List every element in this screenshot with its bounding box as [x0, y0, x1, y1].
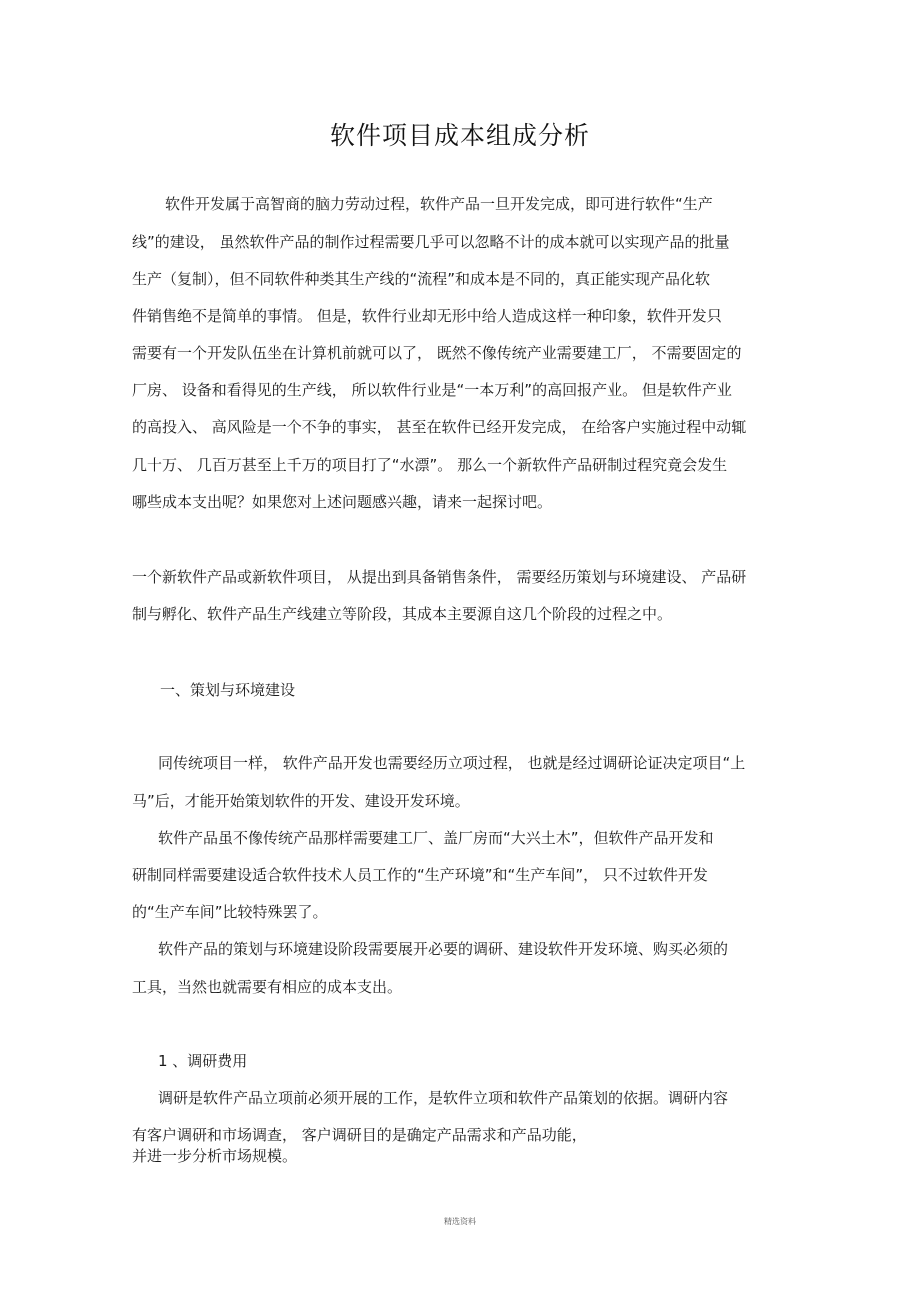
section1-line: 研制同样需要建设适合软件技术人员工作的“生产环境”和“生产车间”， 只不过软件开发	[132, 866, 708, 884]
intro-line: 件销售绝不是简单的事情。 但是，软件行业却无形中给人造成这样一种印象，软件开发只	[132, 307, 722, 325]
section-heading: 一、策划与环境建设	[160, 681, 296, 699]
intro-line: 厂房、 设备和看得见的生产线， 所以软件行业是“一本万利”的高回报产业。 但是软件产业	[132, 381, 732, 399]
subsection1-line: 有客户调研和市场调查， 客户调研目的是确定产品需求和产品功能，	[132, 1126, 587, 1144]
subsection1-line: 调研是软件产品立项前必须开展的工作，是软件立项和软件产品策划的依据。调研内容	[158, 1089, 729, 1107]
intro-line: 几十万、 几百万甚至上千万的项目打了“水漂”。 那么一个新软件产品研制过程究竟会发生	[132, 456, 728, 474]
subsection-heading: 1 、调研费用	[158, 1052, 248, 1070]
subsection1-line: 并进一步分析市场规模。	[132, 1147, 298, 1165]
section1-line: 马”后，才能开始策划软件的开发、建设开发环境。	[132, 792, 470, 810]
stages-line: 制与孵化、软件产品生产线建立等阶段，其成本主要源自这几个阶段的过程之中。	[132, 605, 673, 623]
intro-line: 线”的建设， 虽然软件产品的制作过程需要几乎可以忽略不计的成本就可以实现产品的批量	[132, 233, 730, 251]
document-title: 软件项目成本组成分析	[329, 121, 590, 150]
section1-line: 同传统项目一样， 软件产品开发也需要经历立项过程， 也就是经过调研论证决定项目“上	[158, 754, 746, 772]
intro-line: 的高投入、 高风险是一个不争的事实， 甚至在软件已经开发完成， 在给客户实施过程中动辄	[132, 418, 747, 436]
section1-line: 工具，当然也就需要有相应的成本支出。	[132, 978, 403, 996]
section1-line: 的“生产车间”比较特殊罢了。	[132, 903, 328, 921]
intro-line: 生产（复制），但不同软件种类其生产线的“流程”和成本是不同的，真正能实现产品化软	[132, 270, 711, 288]
intro-line: 需要有一个开发队伍坐在计算机前就可以了， 既然不像传统产业需要建工厂， 不需要固定的	[132, 344, 742, 362]
intro-line: 哪些成本支出呢？如果您对上述问题感兴趣，请来一起探讨吧。	[132, 493, 553, 511]
intro-line: 软件开发属于高智商的脑力劳动过程，软件产品一旦开发完成，即可进行软件“生产	[165, 195, 713, 213]
section1-line: 软件产品的策划与环境建设阶段需要展开必要的调研、建设软件开发环境、购买必须的	[158, 940, 729, 958]
section1-line: 软件产品虽不像传统产品那样需要建工厂、盖厂房而“大兴土木”，但软件产品开发和	[158, 829, 714, 847]
stages-line: 一个新软件产品或新软件项目， 从提出到具备销售条件， 需要经历策划与环境建设、 产品研	[132, 568, 747, 586]
page-footer: 精选资料	[444, 1217, 476, 1226]
